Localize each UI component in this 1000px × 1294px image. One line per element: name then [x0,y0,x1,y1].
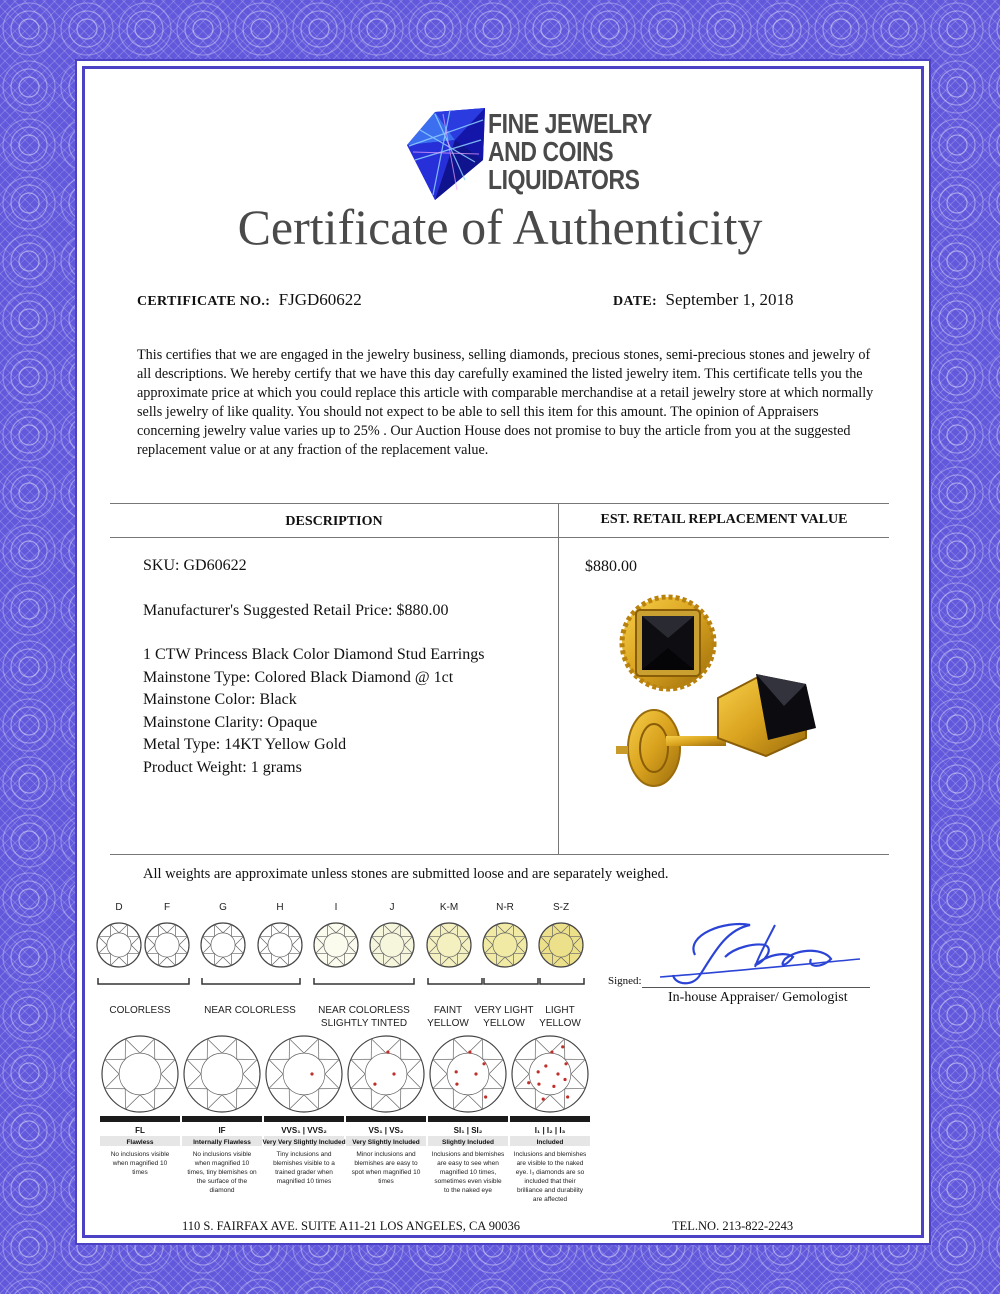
weights-note: All weights are approximate unless stones are submitted loose and are separately weighed. [143,866,669,882]
inclusion-mark [550,1050,553,1053]
intro-paragraph: This certifies that we are engaged in the jewelry business, selling diamonds, precious stones, semi-precious stones and jewelry of all descriptions. We hereby certify that we have this day carefully examined the listed jewelry item. This certificate tells you the approximate price at which you could replace this article with comparable merchandise at a retail jewelry store at which normally sells jewelry of like quality. You should not expect to be able to sell this item for this amount. The opinion of Appraisers concerning jewelry value varies up to 25% . Our Auction House does not promise to buy the article from you at the suggested replacement value or at any fraction of the replacement value. [137,347,874,458]
inclusion-mark [556,1072,559,1075]
clarity-grade-gem [512,1036,588,1112]
inclusion-mark [561,1045,564,1048]
signature-line [642,987,870,988]
inclusion-mark [527,1081,530,1084]
clarity-description-line: to the naked eye [443,1187,493,1194]
inclusion-mark [373,1083,376,1086]
clarity-description-line: spot when magnified 10 [351,1169,421,1176]
item-detail-line: Mainstone Clarity: Opaque [143,713,318,731]
certificate-date [613,290,793,310]
clarity-grade-gem [102,1036,178,1112]
clarity-description-line: Inclusions and blemishes [513,1151,587,1158]
clarity-grade-chart [92,1032,592,1212]
inclusion-mark [564,1062,567,1065]
certificate-number-label: CERTIFICATE NO.: [137,294,271,309]
clarity-description-line: eye. I₃ diamonds are so [515,1169,585,1176]
color-grade-label: D [115,902,123,913]
color-grade-label: G [219,902,227,913]
color-group-label: YELLOW [427,1018,469,1028]
table-header-divider [110,537,889,538]
clarity-description-line: sometimes even visible [434,1178,502,1185]
color-grade-gem [539,923,583,967]
clarity-description-line: magnified 10 times, [439,1169,497,1176]
clarity-grade: IF [218,1126,226,1135]
clarity-bar [428,1116,508,1122]
inclusion-mark [542,1098,545,1101]
color-grade-label: N-R [496,902,514,913]
color-group-bracket [540,978,584,984]
clarity-description-line: No inclusions visible [110,1151,170,1158]
replacement-value: $880.00 [585,558,637,575]
earring-photo [606,588,856,788]
color-grade-gem [370,923,414,967]
inclusion-mark [386,1050,389,1053]
inclusion-mark [392,1072,395,1075]
page-title: Certificate of Authenticity [237,199,763,255]
color-grade-gem [427,923,471,967]
color-group-bracket [98,978,189,984]
color-grade-gem [483,923,527,967]
color-grade-label: S-Z [552,902,570,913]
inclusion-mark [537,1083,540,1086]
date-label: DATE: [613,294,658,309]
clarity-grade: VS₁ | VS₂ [368,1126,404,1135]
clarity-grade-gem [430,1036,506,1112]
clarity-name: Flawless [126,1139,154,1146]
clarity-grade: VVS₁ | VVS₂ [281,1126,327,1135]
color-group-bracket [428,978,482,984]
clarity-description-line: blemishes are easy to [354,1160,418,1167]
color-grade-gem [97,923,141,967]
clarity-grade-gem [348,1036,424,1112]
inclusion-mark [482,1062,485,1065]
color-group-bracket [314,978,414,984]
color-grade-gem [314,923,358,967]
clarity-description-line: when magnified 10 [112,1160,168,1167]
color-group-bracket [484,978,538,984]
inclusion-mark [544,1064,547,1067]
color-group-label: YELLOW [539,1018,581,1028]
clarity-description-line: Tiny inclusions and [276,1151,332,1158]
clarity-description-line: the surface of the [196,1178,248,1185]
clarity-description-line: Minor inclusions and [356,1151,416,1158]
table-column-divider [558,504,559,854]
clarity-name: Internally Flawless [193,1139,251,1146]
color-group-label: LIGHT [545,1005,575,1016]
clarity-description-line: when magnified 10 [194,1160,250,1167]
color-grade-label: H [276,902,284,913]
color-grade-gem [258,923,302,967]
clarity-bar [100,1116,180,1122]
item-detail-line: Mainstone Type: Colored Black Diamond @ 1ct [143,668,454,686]
color-grade-label: J [389,902,395,913]
clarity-grade: SI₁ | SI₂ [453,1126,483,1135]
clarity-name: Included [536,1139,564,1146]
item-detail-line: Metal Type: 14KT Yellow Gold [143,736,347,753]
color-group-bracket [202,978,300,984]
inclusion-mark [484,1095,487,1098]
color-group-label: YELLOW [483,1018,525,1028]
inclusion-mark [455,1070,458,1073]
clarity-description-line: are visible to the naked [516,1160,584,1167]
clarity-grade: FL [135,1126,145,1135]
item-detail-line: Mainstone Color: Black [143,691,297,708]
inclusion-mark [455,1083,458,1086]
color-group-label: SLIGHTLY TINTED [320,1018,408,1028]
table-header-description: DESCRIPTION [285,514,383,529]
inclusion-mark [474,1072,477,1075]
clarity-bar [346,1116,426,1122]
date-value: September 1, 2018 [665,290,794,309]
clarity-description-line: times, tiny blemishes on [187,1169,257,1176]
color-group-label: FAINT [433,1005,463,1016]
clarity-description-line: trained grader when [275,1169,333,1176]
clarity-description-line: included that their [524,1178,576,1185]
inclusion-mark [566,1095,569,1098]
color-grade-chart [92,898,592,1028]
clarity-description-line: times [378,1178,394,1185]
certificate-number [137,290,362,310]
inclusion-mark [563,1078,566,1081]
footer-phone: TEL.NO. 213-822-2243 [672,1219,794,1233]
appraiser-title: In-house Appraiser/ Gemologist [668,990,848,1005]
clarity-description-line: Inclusions and blemishes [431,1151,505,1158]
color-grade-gem [201,923,245,967]
clarity-description-line: are easy to see when [437,1160,499,1167]
inclusion-mark [468,1050,471,1053]
clarity-name: Slightly Included [441,1139,495,1146]
color-group-label: VERY LIGHT [474,1005,534,1016]
inclusion-mark [310,1072,313,1075]
clarity-bar [182,1116,262,1122]
color-group-label: NEAR COLORLESS [204,1005,296,1016]
color-grade-label: I [334,902,338,913]
clarity-description-line: times [132,1169,148,1176]
clarity-bar [264,1116,344,1122]
item-details [143,644,484,779]
clarity-description-line: brilliance and durability [516,1187,584,1194]
color-grade-label: K-M [439,902,459,913]
clarity-description-line: blemishes visible to a [273,1160,335,1167]
footer-address: 110 S. FAIRFAX AVE. SUITE A11-21 LOS ANGELES, CA 90036 [182,1219,520,1233]
clarity-name: Very Very Slightly Included [262,1139,346,1146]
clarity-description-line: are affected [532,1196,568,1203]
item-detail-line: Product Weight: 1 grams [143,758,302,776]
color-grade-gem [145,923,189,967]
clarity-grade: I₁ | I₂ | I₃ [534,1126,566,1135]
clarity-description-line: magnified 10 times [276,1178,332,1185]
certificate-number-value: FJGD60622 [278,290,362,309]
clarity-description-line: diamond [209,1187,235,1194]
color-grade-label: F [163,902,171,913]
color-group-label: NEAR COLORLESS [318,1005,410,1016]
clarity-bar [510,1116,590,1122]
inclusion-mark [552,1085,555,1088]
sku: SKU: GD60622 [143,557,247,574]
logo-wordmark: FINE JEWELRY AND COINS LIQUIDATORS [488,108,652,195]
color-group-label: COLORLESS [109,1005,171,1016]
signed-label: Signed: [608,975,642,987]
clarity-name: Very Slightly Included [352,1139,420,1146]
inclusion-mark [537,1070,540,1073]
clarity-description-line: No inclusions visible [192,1151,252,1158]
clarity-grade-gem [266,1036,342,1112]
clarity-grade-gem [184,1036,260,1112]
table-header-value: EST. RETAIL REPLACEMENT VALUE [600,512,848,527]
msrp: Manufacturer's Suggested Retail Price: $880.00 [143,601,449,619]
item-description [143,555,484,779]
item-detail-line: 1 CTW Princess Black Color Diamond Stud Earrings [143,646,485,663]
signature-image [655,915,865,990]
